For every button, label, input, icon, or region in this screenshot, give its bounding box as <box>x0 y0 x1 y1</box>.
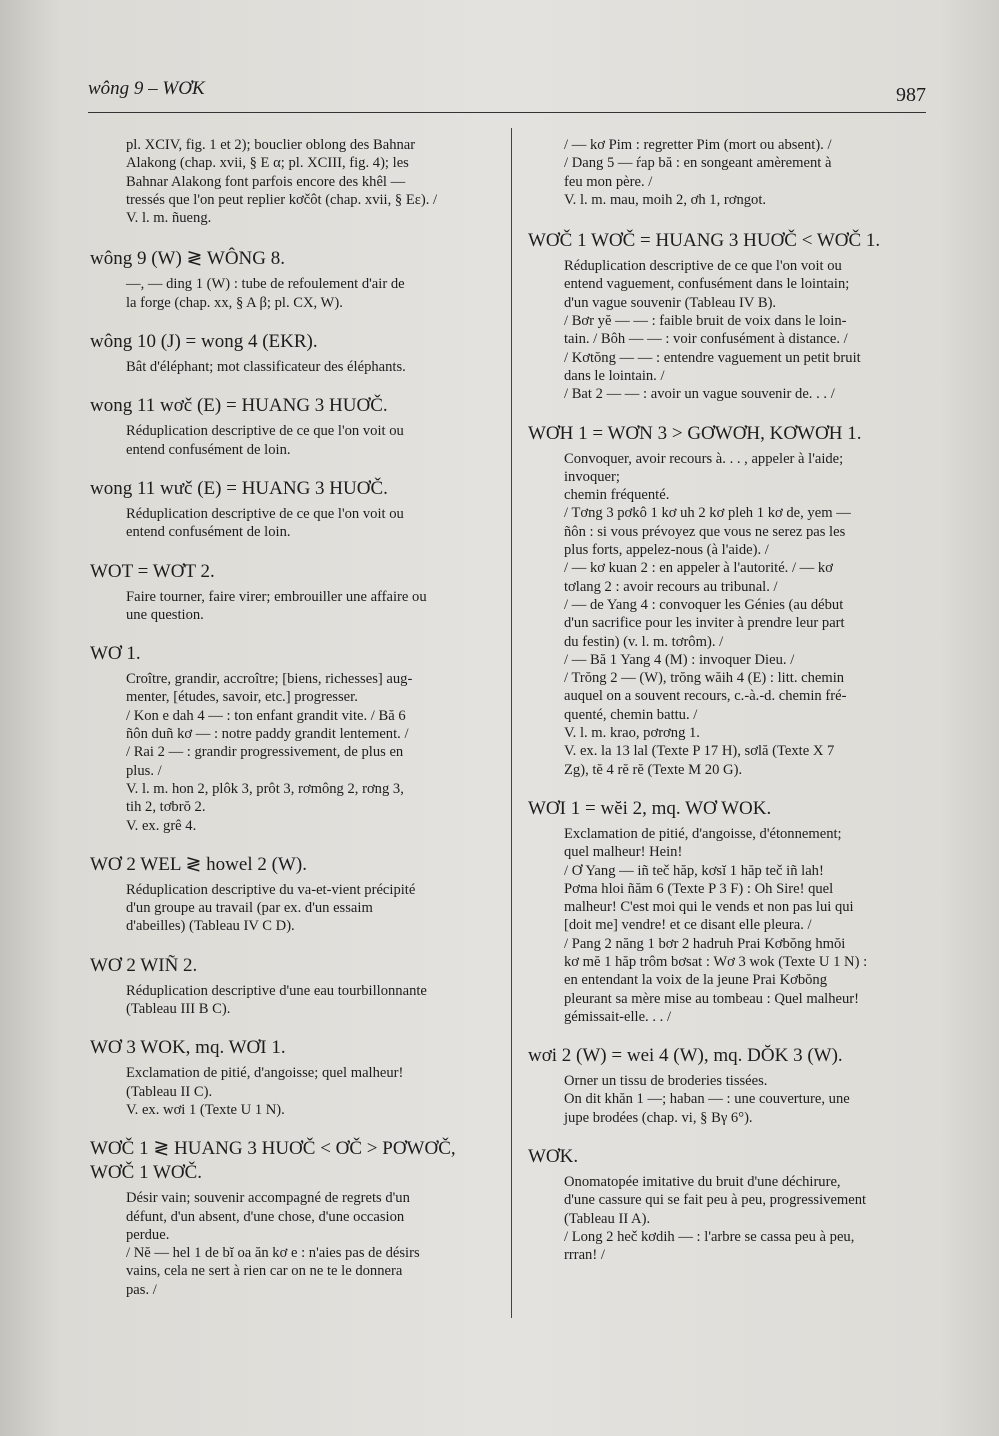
entry-line: Désir vain; souvenir accompagné de regrets d'un <box>126 1190 410 1207</box>
entry-line: d'un vague souvenir (Tableau IV B). <box>564 294 777 311</box>
entry-line: chemin fréquenté. <box>564 487 670 504</box>
entry-line: / Tơng 3 pơkô 1 kơ uh 2 kơ pleh 1 kơ de, yem — <box>564 505 851 522</box>
entry-line: / Kon e dah 4 — : ton enfant grandit vite. / Bă 6 <box>126 707 406 724</box>
entry-line: V. l. m. krao, pơrơng 1. <box>564 725 700 742</box>
entry-line: Alakong (chap. xvii, § E α; pl. XCIII, fig. 4); les <box>126 155 409 172</box>
entry-line: pleurant sa mère mise au tombeau : Quel malheur! <box>564 990 860 1007</box>
entry-line: entend confusément de loin. <box>126 524 291 541</box>
dictionary-entry <box>90 954 492 1019</box>
entry-line: jupe brodées (chap. vi, § Bγ 6°). <box>564 1109 753 1126</box>
dictionary-entry <box>90 853 492 936</box>
entry-line: / Dang 5 — ŕap bă : en songeant amèrement à <box>564 155 832 172</box>
entry-line: / Bơr yĕ — — : faible bruit de voix dans le loin- <box>564 313 847 330</box>
dictionary-entry <box>90 560 492 625</box>
dictionary-entry <box>528 1044 926 1127</box>
entry-headword: WƠH 1 = WƠN 3 > GƠWƠH, KƠWƠH 1. <box>528 422 862 444</box>
entry-line: (Tableau II C). <box>126 1083 213 1100</box>
entry-line: ñôn duñ kơ — : notre paddy grandit lentement. / <box>126 726 409 743</box>
entry-line: (Tableau III B C). <box>126 1001 231 1018</box>
column-divider <box>511 128 512 1318</box>
dictionary-entry <box>90 330 492 376</box>
entry-line: une question. <box>126 606 204 623</box>
entry-line: Zg), tĕ 4 rĕ rĕ (Texte M 20 G). <box>564 761 743 778</box>
entry-line: d'un sacrifice pour les inviter à prendre leur part <box>564 615 845 632</box>
dictionary-entry <box>528 1145 926 1264</box>
entry-line: V. ex. wơi 1 (Texte U 1 N). <box>126 1101 285 1118</box>
entry-line: Bahnar Alakong font parfois encore des khêl — <box>126 173 406 190</box>
entry-line: kơ mĕ 1 hăp trôm bơsat : Wơ 3 wok (Texte U 1 N) : <box>564 953 868 970</box>
entry-line: gémissait-elle. . . / <box>564 1008 671 1025</box>
header-rule <box>88 112 926 113</box>
entry-line: Réduplication descriptive de ce que l'on voit ou <box>126 505 404 522</box>
entry-line: vains, cela ne sert à rien car on ne te le donnera <box>126 1263 403 1280</box>
entry-line: la forge (chap. xx, § A β; pl. CX, W). <box>126 294 343 311</box>
entry-line: Orner un tissu de broderies tissées. <box>564 1073 768 1090</box>
entry-line: tain. / Bôh — — : voir confusément à distance. / <box>564 331 848 348</box>
entry-line: d'une cassure qui se fait peu à peu, progressivement <box>564 1192 867 1209</box>
entry-line: / Bat 2 — — : avoir un vague souvenir de. . . / <box>564 386 835 403</box>
dictionary-entry <box>90 477 492 542</box>
dictionary-entry <box>528 229 926 403</box>
entry-line: Pơma hloi ñăm 6 (Texte P 3 F) : Oh Sire! quel <box>564 880 834 897</box>
page-header <box>88 76 926 104</box>
entry-line: quenté, chemin battu. / <box>564 706 698 723</box>
entry-headword: WƠ 2 WEL ≷ howel 2 (W). <box>90 853 307 875</box>
running-head: wông 9 – WƠK <box>88 78 205 99</box>
entry-line: V. l. m. ñueng. <box>126 210 212 227</box>
dictionary-entry <box>90 247 492 312</box>
entry-line: plus forts, appelez-nous (à l'aide). / <box>564 542 769 559</box>
entry-headword: WƠČ 1 WƠČ = HUANG 3 HUƠČ < WƠČ 1. <box>528 230 881 252</box>
entry-line: feu mon père. / <box>564 173 653 190</box>
dictionary-entry <box>528 136 926 209</box>
entry-headword: wong 11 wơč (E) = HUANG 3 HUƠČ. <box>90 395 388 417</box>
entry-headword: WOT = WƠT 2. <box>90 560 215 582</box>
entry-line: Exclamation de pitié, d'angoisse; quel malheur! <box>126 1065 404 1082</box>
entry-line: pl. XCIV, fig. 1 et 2); bouclier oblong des Bahnar <box>126 137 416 153</box>
entry-line: tressés que l'on peut replier kơčôt (chap. xvii, § Eε). / <box>126 191 438 208</box>
dictionary-entry <box>90 136 492 227</box>
entry-headword: WƠČ 1 ≷ HUANG 3 HUƠČ < ƠČ > PƠWƠČ, WƠČ 1 WƠČ. <box>90 1138 456 1184</box>
entry-line: / — Bă 1 Yang 4 (M) : invoquer Dieu. / <box>564 651 795 668</box>
entry-line: / Long 2 heč kơdih — : l'arbre se cassa peu à peu, <box>564 1228 855 1245</box>
entry-line: (Tableau II A). <box>564 1210 651 1227</box>
entry-line: Réduplication descriptive de ce que l'on voit ou <box>126 423 404 440</box>
entry-line: V. ex. la 13 lal (Texte P 17 H), sơlă (Texte X 7 <box>564 743 835 760</box>
entry-line: On dit khăn 1 —; haban — : une couverture, une <box>564 1091 850 1108</box>
entry-line: entend confusément de loin. <box>126 441 291 458</box>
entry-line: / Kơtŏng — — : entendre vaguement un petit bruit <box>564 349 861 366</box>
entry-line: / — kơ kuan 2 : en appeler à l'autorité. / — kơ <box>564 560 833 577</box>
entry-headword: WƠI 1 = wĕi 2, mq. WƠ WOK. <box>528 797 772 819</box>
dictionary-entry <box>90 394 492 459</box>
entry-line: Convoquer, avoir recours à. . . , appeler à l'aide; <box>564 450 844 467</box>
entry-line: rrran! / <box>564 1247 605 1264</box>
entry-line: perdue. <box>126 1226 170 1243</box>
entry-line: V. ex. grê 4. <box>126 817 197 834</box>
entry-line: d'un groupe au travail (par ex. d'un essaim <box>126 900 373 917</box>
entry-line: pas. / <box>126 1281 157 1298</box>
entry-line: / Pang 2 năng 1 bơr 2 hadruh Prai Kơbŏng hmŏi <box>564 935 846 952</box>
dictionary-entry <box>90 1036 492 1119</box>
entry-line: en entendant la voix de la jeune Prai Kơbŏng <box>564 972 828 989</box>
entry-line: tih 2, tơbrŏ 2. <box>126 799 206 816</box>
entry-line: Réduplication descriptive d'une eau tourbillonnante <box>126 982 427 999</box>
entry-line: / — de Yang 4 : convoquer les Génies (au début <box>564 596 844 613</box>
entry-line: Réduplication descriptive de ce que l'on voit ou <box>564 258 842 275</box>
entry-line: [doit me] vendre! et ce disant elle pleura. / <box>564 917 812 934</box>
entry-line: Onomatopée imitative du bruit d'une déchirure, <box>564 1174 841 1191</box>
entry-headword: wong 11 wưč (E) = HUANG 3 HUƠČ. <box>90 477 388 499</box>
entry-line: / — kơ Pim : regretter Pim (mort ou absent). / <box>564 137 832 153</box>
entry-line: entend vaguement, confusément dans le lointain; <box>564 276 850 293</box>
entry-headword: WƠ 2 WIÑ 2. <box>90 954 198 976</box>
entry-line: Croître, grandir, accroître; [biens, richesses] aug- <box>126 671 413 688</box>
entry-line: / Rai 2 — : grandir progressivement, de plus en <box>126 744 404 761</box>
entry-line: menter, [études, savoir, etc.] progresser. <box>126 689 358 706</box>
entry-line: / Nĕ — hel 1 de bĭ oa ăn kơ e : n'aies pas de désirs <box>126 1245 420 1262</box>
entry-line: tơlang 2 : avoir recours au tribunal. / <box>564 578 778 595</box>
page-number: 987 <box>896 84 926 106</box>
entry-line: / Ơ Yang — iñ teč hăp, kơsĭ 1 hăp teč iñ lah! <box>564 862 824 879</box>
entry-line: / Trŏng 2 — (W), trŏng wăih 4 (E) : litt. chemin <box>564 670 845 687</box>
dictionary-entry <box>90 1137 492 1299</box>
dictionary-entry <box>528 422 926 779</box>
entry-line: malheur! C'est moi qui le vends et non pas lui qui <box>564 899 854 916</box>
right-column <box>528 136 926 1283</box>
entry-line: V. l. m. hon 2, plôk 3, prôt 3, rơmông 2, rơng 3, <box>126 780 404 797</box>
entry-line: du festin) (v. l. m. tơrôm). / <box>564 633 724 650</box>
entry-line: Faire tourner, faire virer; embrouiller une affaire ou <box>126 588 427 605</box>
entry-line: Exclamation de pitié, d'angoisse, d'étonnement; <box>564 825 842 842</box>
entry-line: quel malheur! Hein! <box>564 844 683 861</box>
entry-line: défunt, d'un absent, d'une chose, d'une occasion <box>126 1208 405 1225</box>
left-column <box>90 136 492 1317</box>
entry-line: —, — ding 1 (W) : tube de refoulement d'air de <box>126 276 405 293</box>
entry-headword: wông 10 (J) = wong 4 (EKR). <box>90 331 318 353</box>
entry-line: d'abeilles) (Tableau IV C D). <box>126 918 295 935</box>
dictionary-entry <box>528 797 926 1026</box>
entry-line: auquel on a souvent recours, c.-à.-d. chemin fré- <box>564 688 847 705</box>
dictionary-entry <box>90 642 492 835</box>
entry-headword: WƠ 1. <box>90 643 141 665</box>
entry-line: invoquer; <box>564 468 620 485</box>
entry-line: plus. / <box>126 762 162 779</box>
entry-headword: wơi 2 (W) = wei 4 (W), mq. DŎK 3 (W). <box>528 1045 843 1067</box>
entry-line: dans le lointain. / <box>564 367 665 384</box>
entry-line: V. l. m. mau, moih 2, ơh 1, rơngot. <box>564 191 767 208</box>
entry-line: ñôn : si vous prévoyez que vous ne serez pas les <box>564 523 846 540</box>
entry-headword: WƠ 3 WOK, mq. WƠI 1. <box>90 1037 286 1059</box>
entry-line: Réduplication descriptive du va-et-vient précipité <box>126 881 416 898</box>
entry-headword: wông 9 (W) ≷ WÔNG 8. <box>90 248 285 270</box>
entry-headword: WƠK. <box>528 1146 579 1168</box>
entry-line: Bât d'éléphant; mot classificateur des éléphants. <box>126 359 406 376</box>
